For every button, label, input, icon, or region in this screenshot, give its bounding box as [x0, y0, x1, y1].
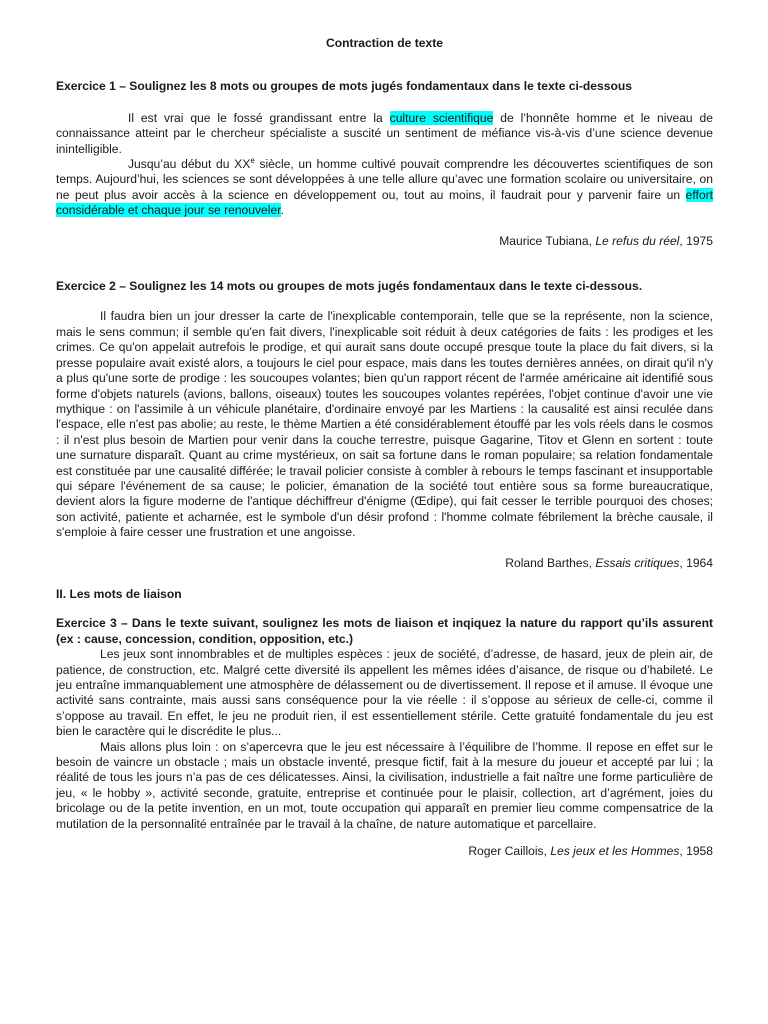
source-title: Le refus du réel [595, 233, 680, 248]
highlighted-text: effort considérable et chaque jour se renouveler [56, 187, 713, 218]
text-segment: Jusqu’au début du XX [128, 157, 251, 172]
section-2-heading: II. Les mots de liaison [56, 586, 182, 601]
source-year: , 1975 [679, 233, 713, 248]
source-title: Essais critiques [595, 555, 680, 570]
exercise-2-heading: Exercice 2 – Soulignez les 14 mots ou groupes de mots jugés fondamentaux dans le texte ci-dessous. [56, 279, 643, 294]
exercise-1-heading: Exercice 1 – Soulignez les 8 mots ou groupes de mots jugés fondamentaux dans le texte ci-dessous [56, 79, 632, 94]
source-year: , 1964 [679, 555, 713, 570]
source-author: Roger Caillois, [468, 844, 551, 859]
exercise-2-source [56, 556, 713, 571]
source-author: Maurice Tubiana, [499, 233, 596, 248]
exercise-3-paragraph-2: Mais allons plus loin : on s’apercevra que le jeu est nécessaire à l’équilibre de l’homme. Il repose en effet sur le besoin de vaincre un obstacle ; mais un obstacle inventé, presque fictif, fait à la mesure du joueur et accepté par lui ; la réalité de tous les jours n’a pas de ces délicatesses. Ainsi, la civilisation, industrielle a fait naître une forme particulière de jeu, « le hobby », activité seconde, gratuite, entreprise et continuée pour le plaisir, collection, art d’agrément, joies du bricolage ou de la petite invention, en un mot, toute occupation qui apparaît en premier lieu comme compensatrice de la mutilation de la personnalité entraînée par le travail à la chaîne, de nature automatique et parcellaire. [56, 739, 713, 831]
exercise-1-source [56, 234, 713, 249]
exercise-3-paragraph-1: Les jeux sont innombrables et de multiples espèces : jeux de société, d’adresse, de hasard, jeux de plein air, de patience, de construction, etc. Malgré cette diversité ils appellent les mêmes idées d’aisance, de risque ou d’habileté. Le jeu entraîne immanquablement une atmosphère de délassement ou de divertissement. Il repose et il amuse. Il évoque une activité sans contrainte, mais aussi sans conséquence pour la vie réelle : il s’oppose au sérieux de celle-ci, comme il s’oppose au travail. En effet, le jeu ne produit rien, il est essentiellement stérile. Cette gratuité fondamentale du jeu est bien le caractère qui le discrédite le plus... [56, 647, 713, 739]
exercise-1-paragraph-1 [56, 111, 713, 157]
text-segment: siècle, un homme cultivé pouvait comprendre les découvertes scientifiques de son temps. Aujourd’hui, les sciences se sont développées à une telle allure qu’avec une formation scolaire ou universitaire, on ne peut plus avoir accès à la science en développement ou, tout au moins, il faudrait pour y parvenir faire un [56, 157, 713, 202]
source-year: , 1958 [679, 844, 713, 859]
document-page [56, 36, 713, 859]
document-title: Contraction de texte [326, 36, 443, 50]
exercise-2-text: Il faudra bien un jour dresser la carte de l'inexplicable contemporain, telle que se la représente, non la science, mais le sens commun; il semble qu'en fait divers, l'inexplicable soit réduit à deux catégories de faits : les prodiges et les crimes. Ce qu'on appelait autrefois le prodige, et qui aurait sans doute occupé presque toute la place du fait divers, si la presse populaire avait existé alors, a toujours le ciel pour espace, mais dans les toutes dernières années, on dirait qu'il n'y a plus qu'une sorte de prodige : les soucoupes volantes; bien qu'un rapport récent de l'armée américaine ait identifié sous forme d'objets naturels (avions, ballons, oiseaux) toutes les soucoupes volantes repérées, l'objet continue d'avoir une vie mythique : on l'assimile à un véhicule planétaire, d'ordinaire envoyé par les Martiens : la causalité est ainsi reculée dans l'espace, elle n'est pas abolie; au reste, le thème Martien a été considérablement étouffé par les vols réels dans le cosmos : il n'est plus besoin de Martien pour venir dans la couche terrestre, puisque Gagarine, Titov et Glenn en sortent : toute une surnature disparaît. Quant au crime mystérieux, on sait sa fortune dans le roman populaire; sa relation fondamentale est constituée par une causalité différée; le travail policier consiste à combler à rebours le temps fascinant et insupportable qui sépare l'événement de sa cause; le policier, émanation de la société tout entière sous sa forme bureaucratique, devient alors la figure moderne de l'antique déchiffreur d'énigme (Œdipe), qui fait cesser le terrible pourquoi des choses; son activité, patiente et acharnée, est le symbole d'un désir profond : l'homme colmate fébrilement la brèche causale, il s'emploie à faire cesser une frustration et une angoisse. [56, 309, 713, 540]
exercise-3-heading: Exercice 3 – Dans le texte suivant, soulignez les mots de liaison et inqiquez la nature du rapport qu’ils assurent (ex : cause, concession, condition, opposition, etc.) [56, 616, 713, 646]
text-segment: . [280, 203, 284, 218]
exercise-1-paragraph-2 [56, 157, 713, 219]
text-segment: de l’honnête homme et le niveau de connaissance atteint par le chercheur spécialiste a suscité un sentiment de méfiance vis-à-vis d’une science devenue inintelligible. [56, 110, 714, 156]
source-author: Roland Barthes, [505, 555, 596, 570]
source-title: Les jeux et les Hommes [550, 844, 680, 859]
highlighted-text: culture scientifique [389, 110, 494, 125]
superscript: e [250, 156, 255, 165]
text-segment: Il est vrai que le fossé grandissant entre la [128, 110, 390, 125]
exercise-3-source [56, 844, 713, 859]
